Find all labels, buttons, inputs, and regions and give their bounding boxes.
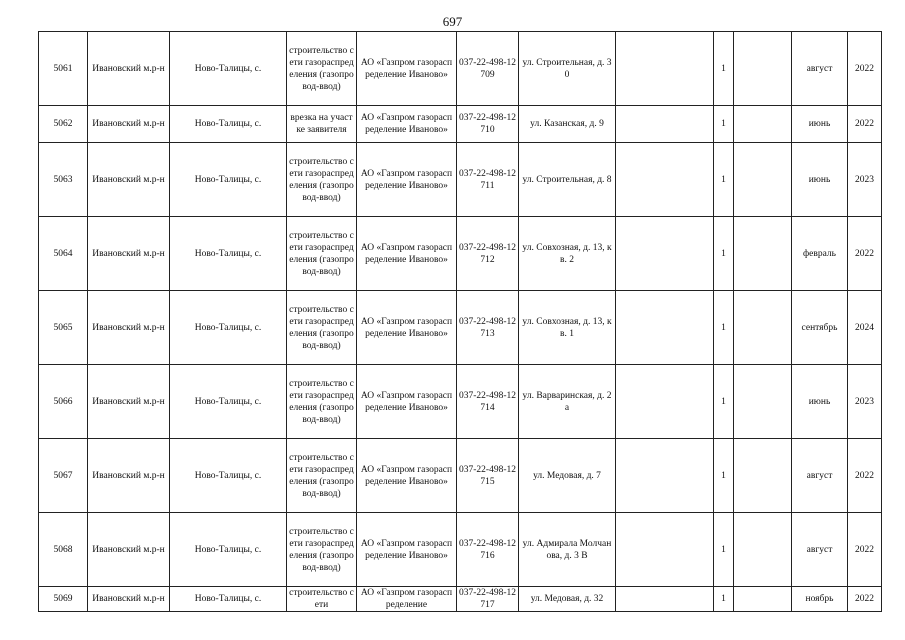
row-number: 5067 (39, 439, 88, 513)
locality-cell: Ново-Талицы, с. (170, 365, 287, 439)
quantity-cell: 1 (714, 143, 734, 217)
row-number: 5063 (39, 143, 88, 217)
organization-cell: АО «Газпром газораспределение Иваново» (357, 106, 457, 143)
address-cell: ул. Варваринская, д. 2а (519, 365, 616, 439)
table-row (39, 32, 882, 106)
district-cell: Ивановский м.р-н (88, 217, 170, 291)
work-type-cell: строительство сети газораспределения (газопровод-ввод) (287, 513, 357, 587)
work-type-cell: строительство сети газораспределения (газопровод-ввод) (287, 439, 357, 513)
address-cell: ул. Адмирала Молчанова, д. 3 В (519, 513, 616, 587)
empty-cell (734, 439, 792, 513)
month-cell: август (792, 513, 848, 587)
empty-cell (734, 513, 792, 587)
address-cell: ул. Медовая, д. 7 (519, 439, 616, 513)
quantity-cell: 1 (714, 32, 734, 106)
row-number: 5065 (39, 291, 88, 365)
empty-cell (734, 217, 792, 291)
address-cell: ул. Совхозная, д. 13, кв. 2 (519, 217, 616, 291)
locality-cell: Ново-Талицы, с. (170, 439, 287, 513)
year-cell: 2023 (848, 143, 882, 217)
table-row (39, 513, 882, 587)
quantity-cell: 1 (714, 217, 734, 291)
year-cell: 2022 (848, 217, 882, 291)
quantity-cell: 1 (714, 291, 734, 365)
organization-cell: АО «Газпром газораспределение Иваново» (357, 365, 457, 439)
row-number: 5061 (39, 32, 88, 106)
year-cell: 2022 (848, 439, 882, 513)
empty-cell (616, 291, 714, 365)
address-cell: ул. Казанская, д. 9 (519, 106, 616, 143)
empty-cell (734, 365, 792, 439)
empty-cell (616, 32, 714, 106)
locality-cell: Ново-Талицы, с. (170, 143, 287, 217)
district-cell: Ивановский м.р-н (88, 513, 170, 587)
quantity-cell: 1 (714, 439, 734, 513)
empty-cell (616, 106, 714, 143)
month-cell: июнь (792, 143, 848, 217)
address-cell: ул. Медовая, д. 32 (519, 587, 616, 612)
registry-code-cell: 037-22-498-12709 (457, 32, 519, 106)
registry-code-cell: 037-22-498-12711 (457, 143, 519, 217)
organization-cell: АО «Газпром газораспределение Иваново» (357, 439, 457, 513)
locality-cell: Ново-Талицы, с. (170, 217, 287, 291)
registry-code-cell: 037-22-498-12713 (457, 291, 519, 365)
table-row (39, 439, 882, 513)
address-cell: ул. Совхозная, д. 13, кв. 1 (519, 291, 616, 365)
registry-code-cell: 037-22-498-12712 (457, 217, 519, 291)
quantity-cell: 1 (714, 513, 734, 587)
empty-cell (734, 143, 792, 217)
table-row (39, 143, 882, 217)
locality-cell: Ново-Талицы, с. (170, 291, 287, 365)
empty-cell (734, 32, 792, 106)
empty-cell (616, 217, 714, 291)
locality-cell: Ново-Талицы, с. (170, 32, 287, 106)
table-body (39, 32, 882, 612)
year-cell: 2024 (848, 291, 882, 365)
address-cell: ул. Строительная, д. 30 (519, 32, 616, 106)
year-cell: 2022 (848, 587, 882, 612)
registry-code-cell: 037-22-498-12716 (457, 513, 519, 587)
year-cell: 2022 (848, 513, 882, 587)
work-type-cell: строительство сети газораспределения (газопровод-ввод) (287, 143, 357, 217)
month-cell: август (792, 439, 848, 513)
month-cell: июнь (792, 106, 848, 143)
empty-cell (616, 365, 714, 439)
organization-cell: АО «Газпром газораспределение Иваново» (357, 513, 457, 587)
empty-cell (616, 587, 714, 612)
empty-cell (616, 513, 714, 587)
work-type-cell: строительство сети (287, 587, 357, 612)
locality-cell: Ново-Талицы, с. (170, 106, 287, 143)
registry-code-cell: 037-22-498-12714 (457, 365, 519, 439)
work-type-cell: строительство сети газораспределения (газопровод-ввод) (287, 217, 357, 291)
organization-cell: АО «Газпром газораспределение Иваново» (357, 291, 457, 365)
year-cell: 2022 (848, 106, 882, 143)
locality-cell: Ново-Талицы, с. (170, 587, 287, 612)
month-cell: февраль (792, 217, 848, 291)
registry-table (38, 31, 882, 612)
organization-cell: АО «Газпром газораспределение Иваново» (357, 32, 457, 106)
district-cell: Ивановский м.р-н (88, 587, 170, 612)
registry-code-cell: 037-22-498-12717 (457, 587, 519, 612)
address-cell: ул. Строительная, д. 8 (519, 143, 616, 217)
work-type-cell: строительство сети газораспределения (газопровод-ввод) (287, 365, 357, 439)
quantity-cell: 1 (714, 365, 734, 439)
district-cell: Ивановский м.р-н (88, 439, 170, 513)
table-row (39, 365, 882, 439)
organization-cell: АО «Газпром газораспределение Иваново» (357, 143, 457, 217)
work-type-cell: врезка на участке заявителя (287, 106, 357, 143)
registry-code-cell: 037-22-498-12715 (457, 439, 519, 513)
work-type-cell: строительство сети газораспределения (газопровод-ввод) (287, 291, 357, 365)
month-cell: июнь (792, 365, 848, 439)
empty-cell (734, 106, 792, 143)
district-cell: Ивановский м.р-н (88, 291, 170, 365)
row-number: 5064 (39, 217, 88, 291)
table-row (39, 291, 882, 365)
registry-code-cell: 037-22-498-12710 (457, 106, 519, 143)
row-number: 5066 (39, 365, 88, 439)
organization-cell: АО «Газпром газораспределение Иваново» (357, 217, 457, 291)
locality-cell: Ново-Талицы, с. (170, 513, 287, 587)
page-number: 697 (442, 14, 463, 29)
empty-cell (616, 439, 714, 513)
district-cell: Ивановский м.р-н (88, 32, 170, 106)
table-row (39, 217, 882, 291)
organization-cell: АО «Газпром газораспределение (357, 587, 457, 612)
year-cell: 2022 (848, 32, 882, 106)
district-cell: Ивановский м.р-н (88, 106, 170, 143)
year-cell: 2023 (848, 365, 882, 439)
district-cell: Ивановский м.р-н (88, 143, 170, 217)
month-cell: август (792, 32, 848, 106)
row-number: 5068 (39, 513, 88, 587)
table-row (39, 587, 882, 612)
month-cell: сентябрь (792, 291, 848, 365)
table-row (39, 106, 882, 143)
row-number: 5069 (39, 587, 88, 612)
quantity-cell: 1 (714, 106, 734, 143)
quantity-cell: 1 (714, 587, 734, 612)
empty-cell (734, 587, 792, 612)
row-number: 5062 (39, 106, 88, 143)
district-cell: Ивановский м.р-н (88, 365, 170, 439)
month-cell: ноябрь (792, 587, 848, 612)
empty-cell (616, 143, 714, 217)
work-type-cell: строительство сети газораспределения (газопровод-ввод) (287, 32, 357, 106)
empty-cell (734, 291, 792, 365)
